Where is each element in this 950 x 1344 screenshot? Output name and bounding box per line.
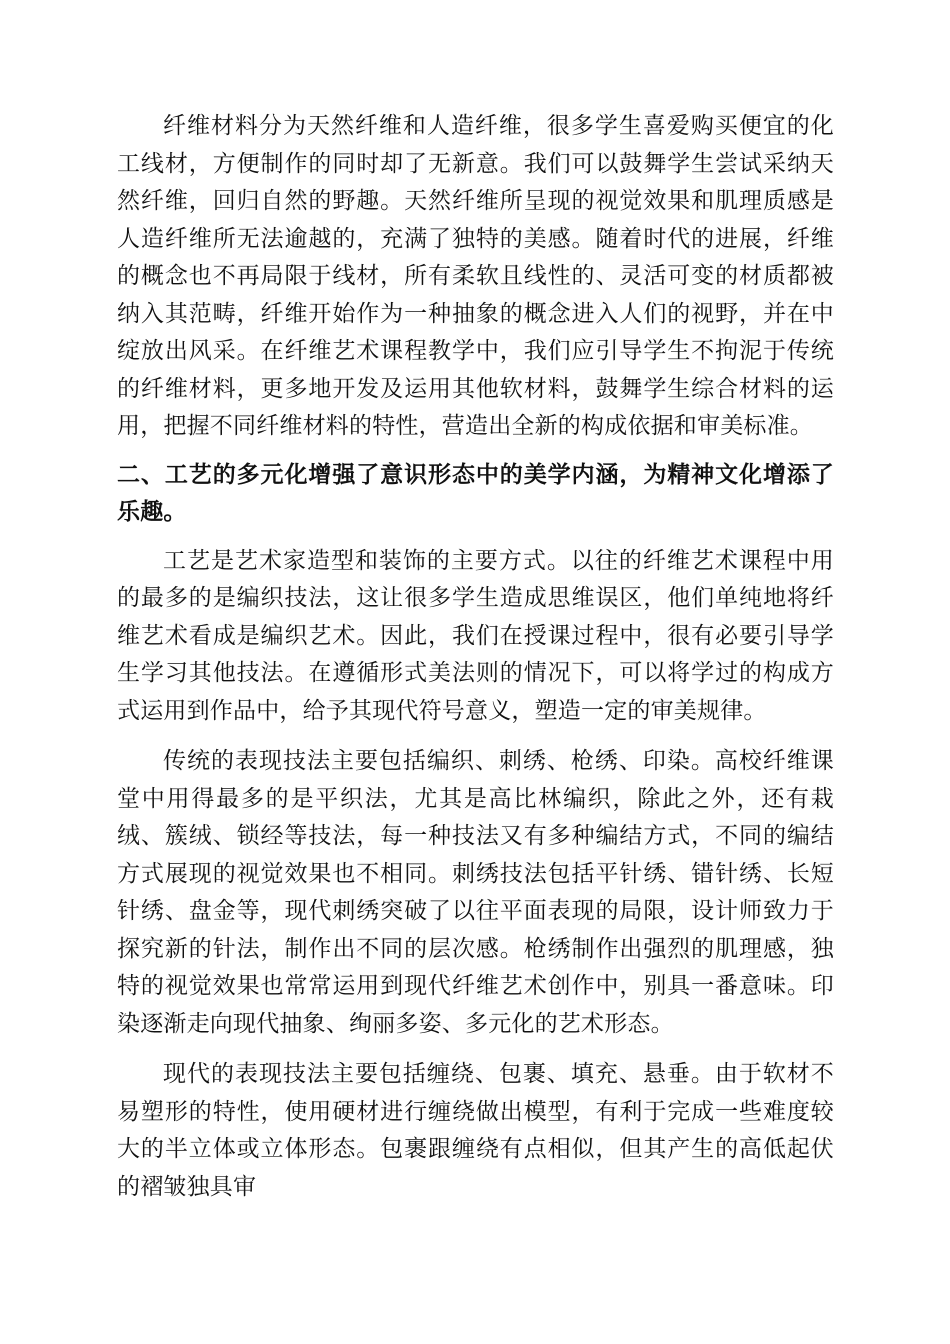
section-heading-2: 二、工艺的多元化增强了意识形态中的美学内涵，为精神文化增添了乐趣。 xyxy=(117,460,834,525)
paragraph-craft: 工艺是艺术家造型和装饰的主要方式。以往的纤维艺术课程中用的最多的是编织技法，这让很多学生造成思维误区，他们单纯地将纤维艺术看成是编织艺术。因此，我们在授课过程中，很有必要引导学生学习其他技法。在遵循形式美法则的情况下，可以将学过的构成方式运用到作品中，给予其现代符号意义，塑造一定的审美规律。 xyxy=(117,547,834,724)
paragraph-fiber-materials: 纤维材料分为天然纤维和人造纤维，很多学生喜爱购买便宜的化工线材，方便制作的同时却了无新意。我们可以鼓舞学生尝试采纳天然纤维，回归自然的野趣。天然纤维所呈现的视觉效果和肌理质感是人造纤维所无法逾越的，充满了独特的美感。随着时代的进展，纤维的概念也不再局限于线材，所有柔软且线性的、灵活可变的材质都被纳入其范畴，纤维开始作为一种抽象的概念进入人们的视野，并在中绽放出风采。在纤维艺术课程教学中，我们应引导学生不拘泥于传统的纤维材料，更多地开发及运用其他软材料，鼓舞学生综合材料的运用，把握不同纤维材料的特性，营造出全新的构成依据和审美标准。 xyxy=(117,113,834,439)
paragraph-modern-techniques: 现代的表现技法主要包括缠绕、包裹、填充、悬垂。由于软材不易塑形的特性，使用硬材进行缠绕做出模型，有利于完成一些难度较大的半立体或立体形态。包裹跟缠绕有点相似，但其产生的高低起伏的褶皱独具审 xyxy=(117,1061,834,1200)
paragraph-traditional-techniques: 传统的表现技法主要包括编织、刺绣、枪绣、印染。高校纤维课堂中用得最多的是平织法，尤其是高比林编织，除此之外，还有栽绒、簇绒、锁经等技法，每一种技法又有多种编结方式，不同的编结方式展现的视觉效果也不相同。刺绣技法包括平针绣、错针绣、长短针绣、盘金等，现代刺绣突破了以往平面表现的局限，设计师致力于探究新的针法，制作出不同的层次感。枪绣制作出强烈的肌理感，独特的视觉效果也常常运用到现代纤维艺术创作中，别具一番意味。印染逐渐走向现代抽象、绚丽多姿、多元化的艺术形态。 xyxy=(117,748,834,1037)
document-page xyxy=(117,108,834,1206)
